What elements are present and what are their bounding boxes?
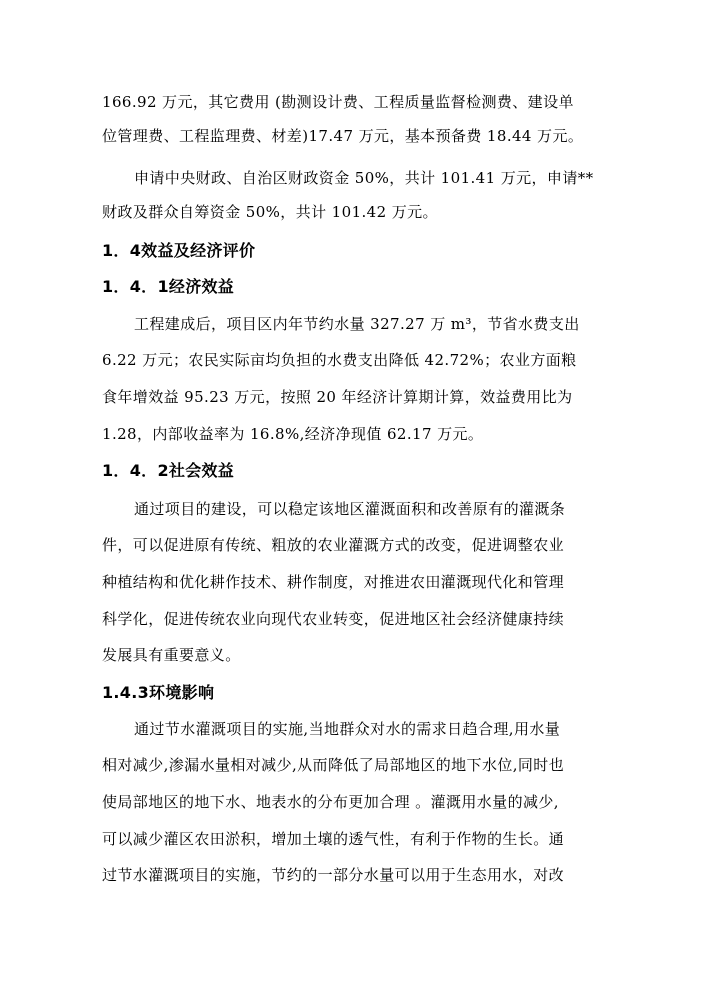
section-heading-1-4-3: 1.4.3环境影响 [102,683,215,702]
text-line: 工程建成后，项目区内年节约水量 327.27 万 m³，节省水费支出 [134,315,580,333]
text-line: 166.92 万元，其它费用 (勘测设计费、工程质量监督检测费、建设单 [102,93,574,111]
text-line: 食年增效益 95.23 万元，按照 20 年经济计算期计算，效益费用比为 [102,388,573,406]
text-line: 过节水灌溉项目的实施，节约的一部分水量可以用于生态用水，对改 [102,866,565,884]
text-line: 位管理费、工程监理费、材差)17.47 万元，基本预备费 18.44 万元。 [102,127,584,145]
text-line: 财政及群众自筹资金 50%，共计 101.42 万元。 [102,203,438,221]
text-line: 相对减少,渗漏水量相对减少,从而降低了局部地区的地下水位,同时也 [102,756,565,774]
section-heading-1-4: 1．4效益及经济评价 [102,241,256,260]
section-heading-1-4-2: 1．4．2社会效益 [102,461,235,480]
text-line: 申请中央财政、自治区财政资金 50%，共计 101.41 万元，申请** [134,169,594,187]
text-line: 通过项目的建设，可以稳定该地区灌溉面积和改善原有的灌溉条 [134,500,566,518]
text-line: 件，可以促进原有传统、粗放的农业灌溉方式的改变，促进调整农业 [102,536,565,554]
text-line: 6.22 万元；农民实际亩均负担的水费支出降低 42.72%；农业方面粮 [102,351,577,369]
text-line: 种植结构和优化耕作技术、耕作制度，对推进农田灌溉现代化和管理 [102,573,565,591]
text-line: 发展具有重要意义。 [102,646,241,664]
section-heading-1-4-1: 1．4．1经济效益 [102,277,235,296]
text-line: 1.28，内部收益率为 16.8%,经济净现值 62.17 万元。 [102,425,484,443]
text-line: 科学化，促进传统农业向现代农业转变，促进地区社会经济健康持续 [102,610,565,628]
text-line: 通过节水灌溉项目的实施,当地群众对水的需求日趋合理,用水量 [134,720,561,738]
text-line: 使局部地区的地下水、地表水的分布更加合理 。灌溉用水量的减少, [102,793,559,811]
text-line: 可以减少灌区农田淤积，增加土壤的透气性，有利于作物的生长。通 [102,830,565,848]
